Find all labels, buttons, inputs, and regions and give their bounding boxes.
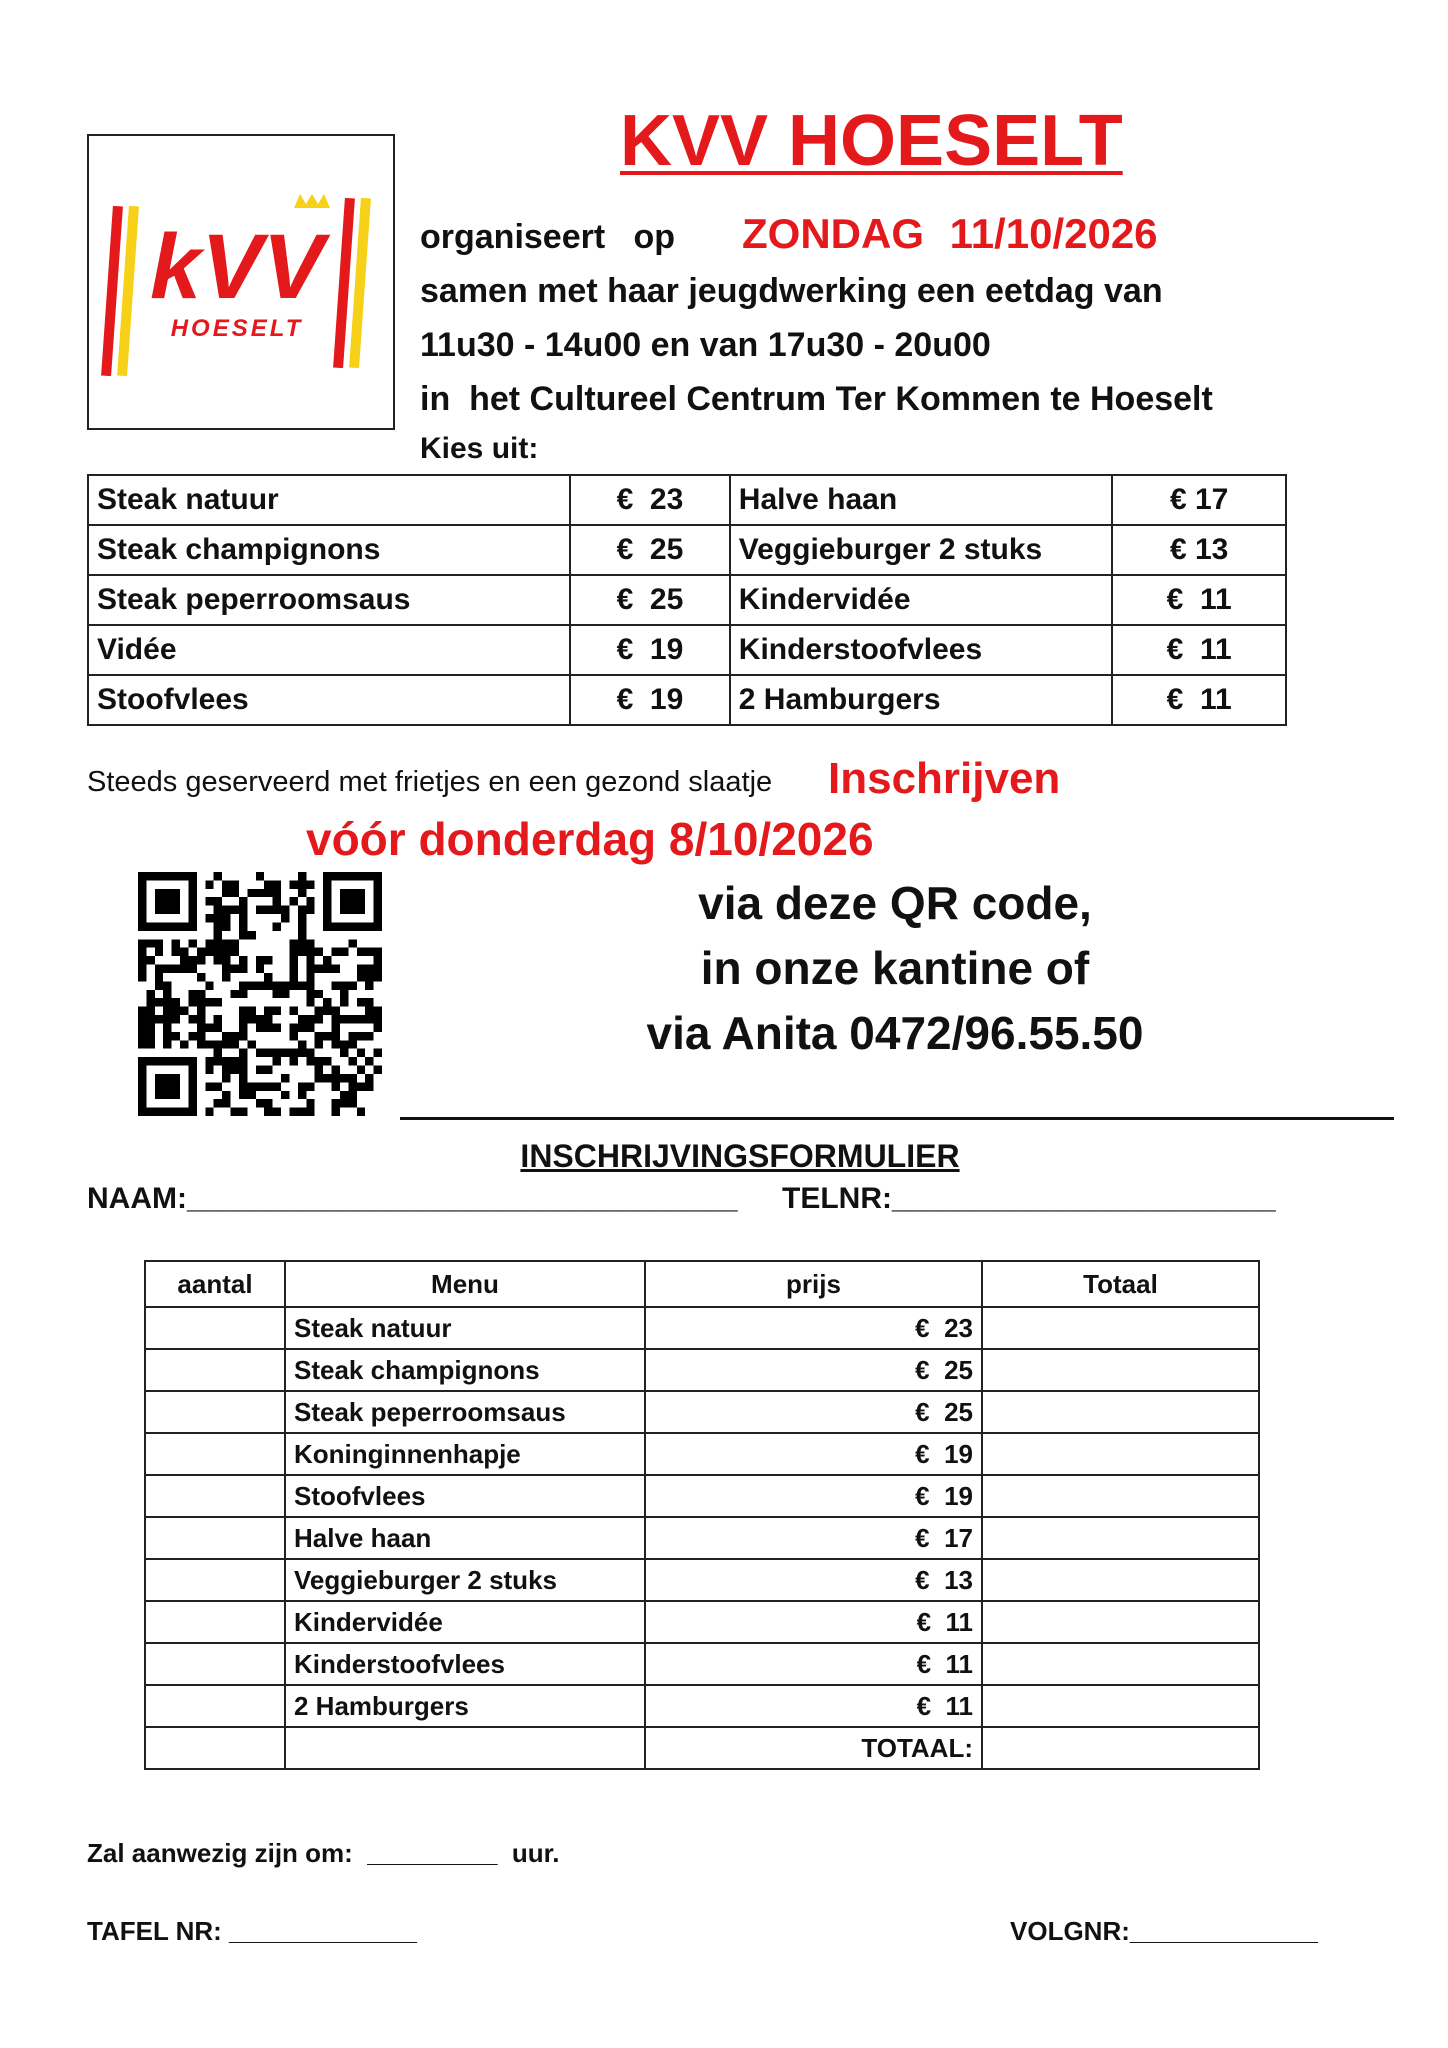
total-label: TOTAAL: [645,1727,982,1769]
order-row [145,1391,1259,1433]
menu-item-name: 2 Hamburgers [730,675,1113,725]
order-row [145,1559,1259,1601]
menu-item-price: € 19 [570,675,730,725]
order-menu-name: Steak peperroomsaus [285,1391,645,1433]
intro-line-2: samen met haar jeugdwerking een eetdag van [420,272,1163,310]
sequence-number-field[interactable]: VOLGNR:_____________ [1010,1916,1318,1946]
total-empty-cell [145,1727,285,1769]
name-field[interactable]: NAAM:_________________________________ [87,1182,738,1215]
kvv-logo-graphic [89,136,393,428]
menu-item-price: € 23 [570,475,730,525]
menu-item-name: Vidée [88,625,570,675]
order-menu-price: € 19 [645,1475,982,1517]
order-form-table [144,1260,1260,1770]
order-header-row [145,1261,1259,1307]
via-qr-text: via deze QR code, [698,877,1092,929]
menu-item-price: € 25 [570,525,730,575]
order-menu-price: € 11 [645,1643,982,1685]
quantity-cell[interactable] [145,1559,285,1601]
menu-item-price: € 13 [1112,525,1286,575]
served-note: Steeds geserveerd met frietjes en een gezond slaatje [87,766,773,798]
intro-location: in het Cultureel Centrum Ter Kommen te Hoeselt [420,380,1213,418]
order-menu-name: Steak champignons [285,1349,645,1391]
order-total-row [145,1727,1259,1769]
menu-item-name: Steak champignons [88,525,570,575]
page-title: KVV HOESELT [620,101,1123,181]
table-number-field[interactable]: TAFEL NR: _____________ [87,1916,418,1946]
order-menu-name: Koninginnenhapje [285,1433,645,1475]
menu-row [88,575,1286,625]
register-deadline: vóór donderdag 8/10/2026 [306,813,874,865]
quantity-cell[interactable] [145,1643,285,1685]
order-row [145,1307,1259,1349]
order-menu-name: Stoofvlees [285,1475,645,1517]
order-menu-price: € 25 [645,1391,982,1433]
order-menu-name: Kinderstoofvlees [285,1643,645,1685]
menu-item-price: € 19 [570,625,730,675]
order-menu-name: 2 Hamburgers [285,1685,645,1727]
order-menu-price: € 13 [645,1559,982,1601]
logo-text: kVV [150,216,324,318]
total-empty-cell [285,1727,645,1769]
menu-item-name: Halve haan [730,475,1113,525]
line-total-cell[interactable] [982,1601,1259,1643]
separator-line [400,1117,1394,1120]
intro-organiseert: organiseert op [420,218,676,256]
club-logo [87,134,395,430]
quantity-cell[interactable] [145,1391,285,1433]
order-menu-name: Kindervidée [285,1601,645,1643]
menu-item-name: Stoofvlees [88,675,570,725]
form-title: INSCHRIJVINGSFORMULIER [520,1138,960,1174]
quantity-cell[interactable] [145,1601,285,1643]
order-menu-price: € 11 [645,1685,982,1727]
logo-subtext: HOESELT [170,315,304,342]
line-total-cell[interactable] [982,1517,1259,1559]
header-prijs: prijs [645,1261,982,1307]
order-menu-price: € 11 [645,1601,982,1643]
header-menu: Menu [285,1261,645,1307]
menu-item-price: € 11 [1112,575,1286,625]
order-menu-name: Halve haan [285,1517,645,1559]
phone-field[interactable]: TELNR:_______________________ [782,1182,1276,1215]
menu-item-price: € 11 [1112,675,1286,725]
line-total-cell[interactable] [982,1307,1259,1349]
intro-times: 11u30 - 14u00 en van 17u30 - 20u00 [420,326,991,364]
via-phone-text: via Anita 0472/96.55.50 [646,1007,1144,1059]
menu-row [88,675,1286,725]
order-row [145,1349,1259,1391]
header-aantal: aantal [145,1261,285,1307]
line-total-cell[interactable] [982,1433,1259,1475]
event-date: ZONDAG 11/10/2026 [742,210,1158,257]
menu-item-name: Steak peperroomsaus [88,575,570,625]
order-row [145,1475,1259,1517]
menu-item-name: Kinderstoofvlees [730,625,1113,675]
menu-item-name: Kindervidée [730,575,1113,625]
menu-table [87,474,1287,726]
line-total-cell[interactable] [982,1685,1259,1727]
menu-row [88,625,1286,675]
order-row [145,1685,1259,1727]
line-total-cell[interactable] [982,1391,1259,1433]
menu-item-price: € 25 [570,575,730,625]
order-menu-price: € 23 [645,1307,982,1349]
menu-row [88,475,1286,525]
quantity-cell[interactable] [145,1517,285,1559]
order-menu-price: € 19 [645,1433,982,1475]
line-total-cell[interactable] [982,1349,1259,1391]
menu-item-name: Veggieburger 2 stuks [730,525,1113,575]
quantity-cell[interactable] [145,1433,285,1475]
menu-row [88,525,1286,575]
order-menu-name: Steak natuur [285,1307,645,1349]
via-canteen-text: in onze kantine of [700,942,1090,994]
order-row [145,1601,1259,1643]
register-heading: Inschrijven [828,754,1061,803]
quantity-cell[interactable] [145,1307,285,1349]
menu-item-price: € 17 [1112,475,1286,525]
arrival-time-field[interactable]: Zal aanwezig zijn om: _________ uur. [87,1838,560,1868]
quantity-cell[interactable] [145,1349,285,1391]
choose-label: Kies uit: [420,432,539,465]
header-totaal: Totaal [982,1261,1259,1307]
order-row [145,1643,1259,1685]
qr-code-icon[interactable] [138,872,382,1116]
line-total-cell[interactable] [982,1475,1259,1517]
order-row [145,1517,1259,1559]
order-menu-name: Veggieburger 2 stuks [285,1559,645,1601]
line-total-cell[interactable] [982,1559,1259,1601]
quantity-cell[interactable] [145,1685,285,1727]
order-menu-price: € 17 [645,1517,982,1559]
order-menu-price: € 25 [645,1349,982,1391]
menu-item-name: Steak natuur [88,475,570,525]
menu-item-price: € 11 [1112,625,1286,675]
line-total-cell[interactable] [982,1643,1259,1685]
order-row [145,1433,1259,1475]
grand-total-cell[interactable] [982,1727,1259,1769]
quantity-cell[interactable] [145,1475,285,1517]
